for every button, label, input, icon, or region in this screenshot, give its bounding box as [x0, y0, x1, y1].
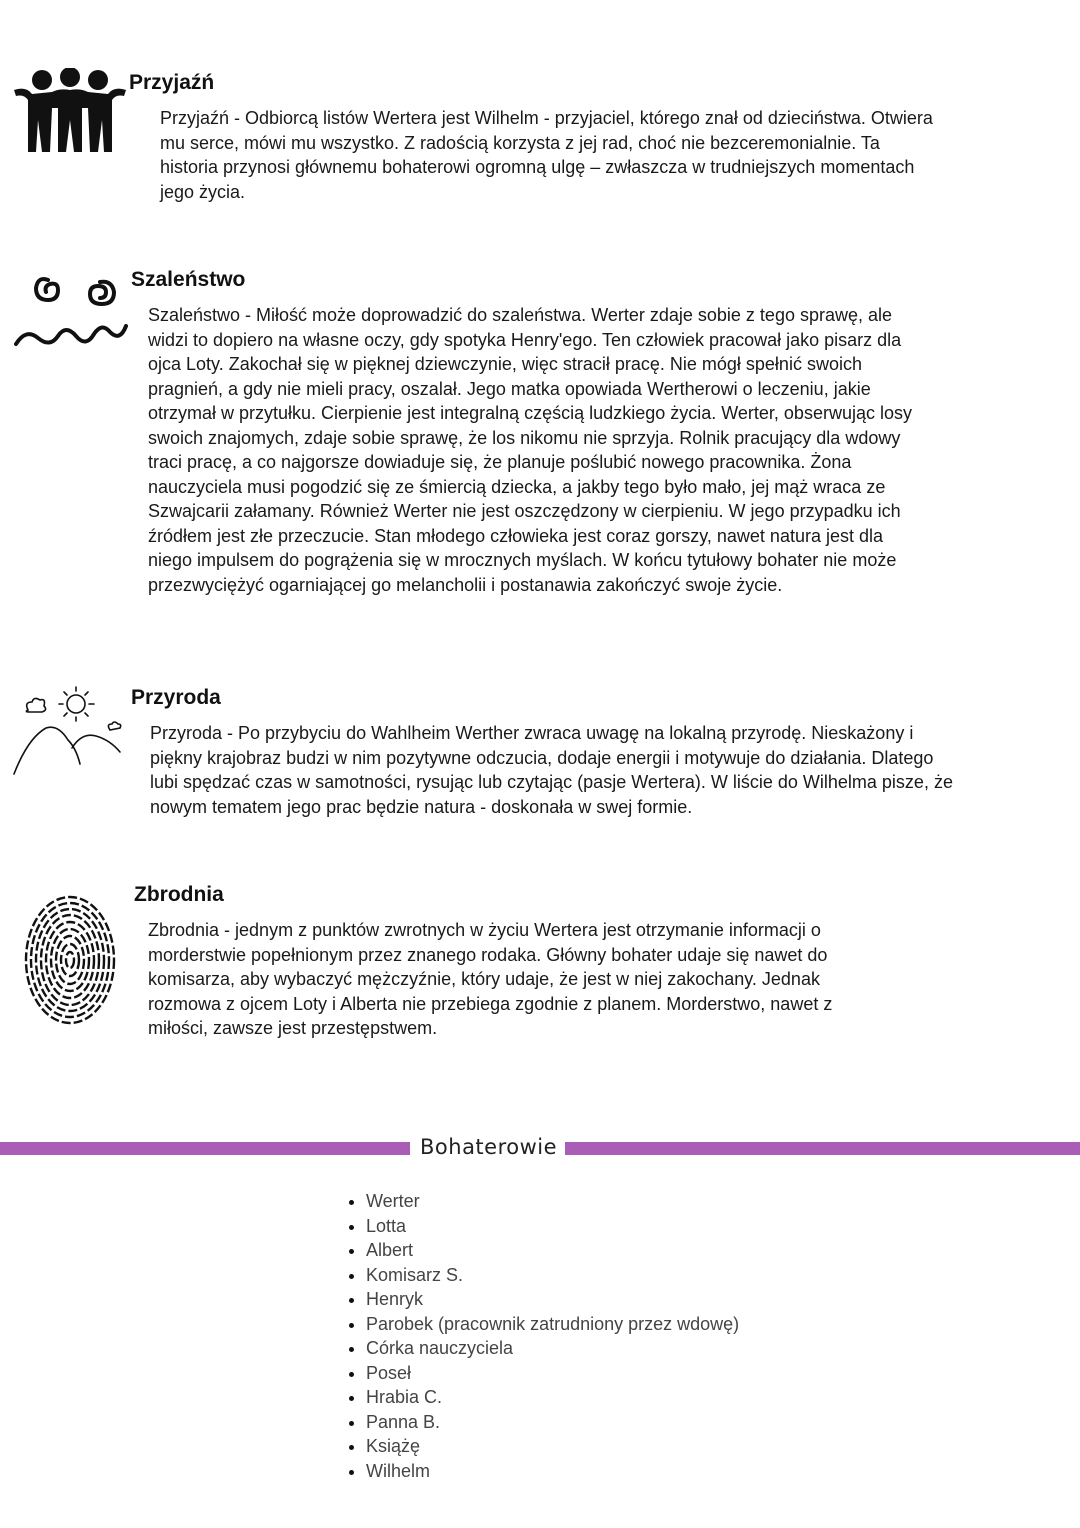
section-title: Przyroda [131, 686, 221, 709]
mountains-sun-icon [10, 682, 124, 780]
section-title: Przyjaźń [129, 71, 215, 94]
fingerprint-icon [22, 893, 118, 1027]
spiral-wave-icon [12, 268, 136, 356]
heroes-title: Bohaterowie [420, 1135, 558, 1159]
list-item: • Lotta [366, 1214, 739, 1239]
section-text: Przyjaźń - Odbiorcą listów Wertera jest Wilhelm - przyjaciel, którego znał od dzieciństwa. Otwiera mu serce, mówi mu wszystko. Z radością korzysta z jej rad, choć nie bezceremonialnie. Ta historia przynosi głównemu bohaterowi ogromną ulgę – zwłaszcza w trudniejszych momentach jego życia. [160, 108, 933, 202]
accent-bar-left [0, 1142, 410, 1155]
list-item: • Komisarz S. [366, 1263, 739, 1288]
section-text: Szaleństwo - Miłość może doprowadzić do szaleństwa. Werter zdaje sobie z tego sprawę, ale widzi to dopiero na własne oczy, gdy spotyka Henry'ego. Ten człowiek pracował jako pisarz dla ojca Loty. Zakochał się w pięknej dziewczynie, więc stracił pracę. Nie mógł spełnić swoich pragnień, a gdy nie mieli pracy, oszalał. Jego matka opowiada Wertherowi o leczeniu, jakie otrzymał w przytułku. Cierpienie jest integralną częścią ludzkiego życia. Werter, obserwując losy swoich znajomych, zdaje sobie sprawę, że los nikomu nie sprzyja. Rolnik pracujący dla wdowy traci pracę, a co najgorsze dowiaduje się, że planuje poślubić nowego pracownika. Żona nauczyciela musi pogodzić się ze śmiercią dziecka, a jakby tego było mało, jej mąż wraca ze Szwajcarii załamany. Również Werter nie jest oszczędzony w cierpieniu. W jego przypadku ich źródłem jest złe przeczucie. Stan młodego człowieka jest coraz gorszy, nawet natura jest dla niego impulsem do pogrążenia się w mrocznych myślach. W końcu tytułowy bohater nie może przezwyciężyć ogarniającej go melancholii i postanawia zakończyć swoje życie. [148, 305, 912, 595]
accent-bar-right [565, 1142, 1080, 1155]
list-item: • Parobek (pracownik zatrudniony przez wdowę) [366, 1312, 739, 1337]
list-item: • Córka nauczyciela [366, 1336, 739, 1361]
section-text: Zbrodnia - jednym z punktów zwrotnych w życiu Wertera jest otrzymanie informacji o morderstwie popełnionym przez znanego rodaka. Główny bohater udaje się nawet do komisarza, aby wybaczyć mężczyźnie, który udaje, że jest w niej zakochany. Jednak rozmowa z ojcem Loty i Alberta nie przebiega zgodnie z planem. Morderstwo, nawet z miłości, zawsze jest przestępstwem. [148, 920, 833, 1038]
list-item: • Książę [366, 1434, 739, 1459]
list-item: • Hrabia C. [366, 1385, 739, 1410]
list-item: • Albert [366, 1238, 739, 1263]
heroes-list [338, 1189, 739, 1483]
friends-icon [12, 68, 128, 156]
list-item: • Henryk [366, 1287, 739, 1312]
heroes-header [0, 1137, 1080, 1161]
list-item: • Werter [366, 1189, 739, 1214]
list-item: • Wilhelm [366, 1459, 739, 1484]
list-item: • Panna B. [366, 1410, 739, 1435]
section-title: Szaleństwo [131, 268, 246, 291]
section-text: Przyroda - Po przybyciu do Wahlheim Werther zwraca uwagę na lokalną przyrodę. Nieskażony i piękny krajobraz budzi w nim pozytywne odczucia, dodaje energii i motywuje do działania. Dlatego lubi spędzać czas w samotności, rysując lub czytając (pasje Wertera). W liście do Wilhelma pisze, że nowym tematem jego prac będzie natura - doskonała w swej formie. [150, 723, 953, 817]
list-item: • Poseł [366, 1361, 739, 1386]
section-title: Zbrodnia [134, 883, 224, 906]
